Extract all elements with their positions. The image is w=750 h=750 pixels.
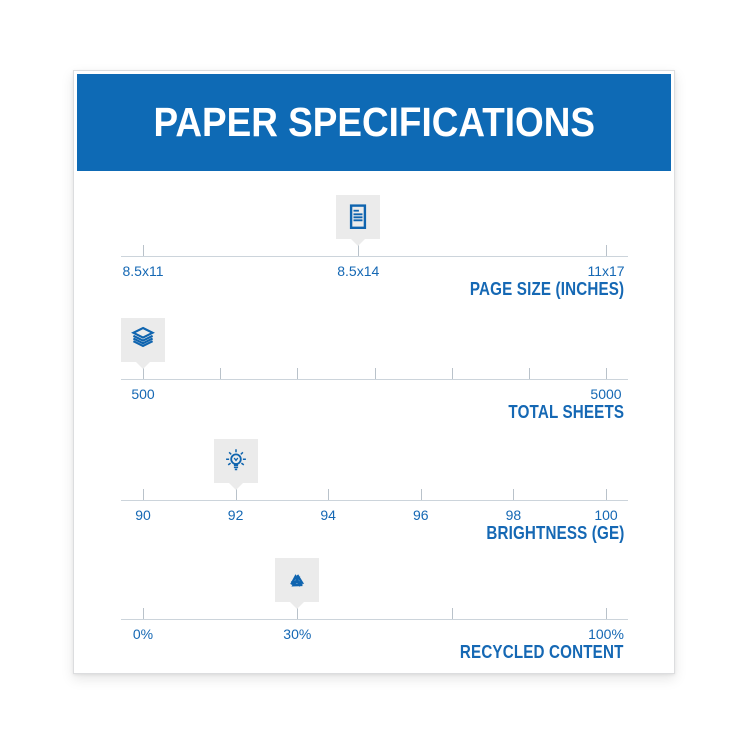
scale-title: BRIGHTNESS (GE)	[485, 522, 624, 543]
scale-track	[121, 500, 628, 501]
scale-row-1	[74, 71, 674, 673]
tick-label: 0%	[132, 626, 154, 642]
scale-title: RECYCLED CONTENT	[460, 641, 624, 662]
tick-label: 90	[135, 507, 151, 523]
tick-mark	[452, 368, 453, 379]
tick-mark	[606, 608, 607, 619]
tick-label: 11x17	[587, 263, 625, 279]
value-marker	[275, 558, 319, 602]
scale-row-2	[74, 71, 674, 673]
tick-label: 500	[131, 386, 155, 402]
page-title: PAPER SPECIFICATIONS	[153, 99, 595, 145]
marker-pointer	[290, 602, 304, 609]
tick-mark	[452, 608, 453, 619]
recycle-icon	[282, 565, 312, 595]
marker-pointer	[351, 239, 365, 246]
tick-mark	[421, 489, 422, 500]
tick-label: 96	[413, 507, 429, 523]
tick-label: 100%	[588, 626, 624, 642]
tick-mark	[297, 368, 298, 379]
tick-mark	[529, 368, 530, 379]
tick-label: 8.5x11	[122, 263, 164, 279]
tick-mark	[375, 368, 376, 379]
paper-stack-icon	[128, 325, 158, 355]
tick-label: 30%	[283, 626, 312, 642]
value-marker	[336, 195, 380, 239]
value-marker	[121, 318, 165, 362]
scale-row-4	[74, 71, 674, 673]
scale-row-3	[74, 71, 674, 673]
tick-mark	[606, 245, 607, 256]
document-icon	[343, 202, 373, 232]
tick-mark	[606, 489, 607, 500]
tick-mark	[143, 368, 144, 379]
tick-mark	[236, 489, 237, 500]
tick-label: 8.5x14	[337, 263, 380, 279]
scale-track	[121, 256, 628, 257]
scale-title: PAGE SIZE (INCHES)	[469, 278, 624, 299]
tick-mark	[606, 368, 607, 379]
marker-pointer	[136, 362, 150, 369]
paper-specifications-card	[73, 70, 675, 674]
scale-track	[121, 379, 628, 380]
tick-mark	[513, 489, 514, 500]
scale-title: TOTAL SHEETS	[508, 401, 624, 422]
tick-mark	[143, 608, 144, 619]
tick-mark	[358, 245, 359, 256]
scale-track	[121, 619, 628, 620]
tick-mark	[143, 489, 144, 500]
tick-mark	[297, 608, 298, 619]
tick-mark	[143, 245, 144, 256]
tick-label: 100	[594, 507, 618, 523]
tick-label: 5000	[590, 386, 622, 402]
tick-mark	[328, 489, 329, 500]
tick-label: 98	[505, 507, 522, 523]
spec-scales	[74, 71, 674, 673]
tick-mark	[220, 368, 221, 379]
lightbulb-icon	[221, 446, 251, 476]
value-marker	[214, 439, 258, 483]
tick-label: 92	[227, 507, 244, 523]
tick-label: 94	[320, 507, 336, 523]
marker-pointer	[229, 483, 243, 490]
